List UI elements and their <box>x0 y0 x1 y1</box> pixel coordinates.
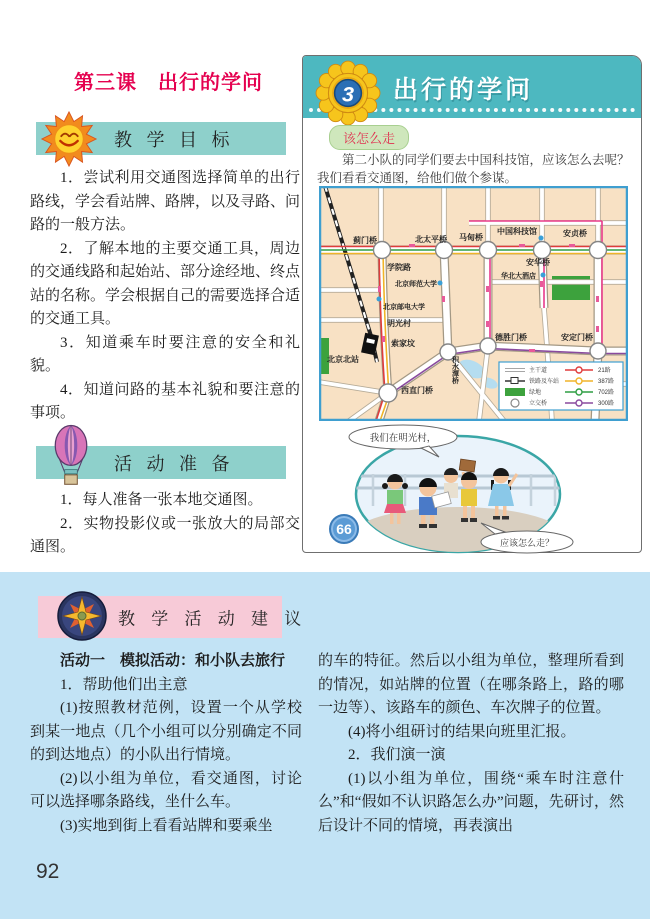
book-page-number: 92 <box>36 860 60 883</box>
suggestion-paragraph: (3)实地到街上看看站牌和要乘坐 <box>60 817 273 834</box>
preparation-item: 2．实物投影仪或一张放大的局部交通图。 <box>30 515 300 555</box>
preparation-list <box>30 489 300 560</box>
sun-icon <box>40 110 98 168</box>
legend-label: 铁路及车站 <box>529 379 560 385</box>
suggestion-paragraph: 2．我们演一演 <box>348 747 446 763</box>
objective-item: 3．知道乘车时要注意的安全和礼貌。 <box>30 334 300 374</box>
map-label: 北京师范大学 <box>395 281 437 288</box>
preparation-banner-label: 活 动 准 备 <box>114 453 235 474</box>
compass-icon <box>56 590 108 642</box>
map-label: 安贞桥 <box>563 229 587 238</box>
map-label: 德胜门桥 <box>495 333 527 342</box>
intro-line: 我们看看交通图，给他们做个参谋。 <box>317 171 518 185</box>
map-label: 中国科技馆 <box>497 227 537 236</box>
suggestions-left-column <box>30 650 302 838</box>
legend-route-label: 21路 <box>598 368 611 374</box>
map-label: 学院路 <box>387 263 411 272</box>
activity-suggestions-banner-label: 教 学 活 动 建 议 <box>118 609 308 629</box>
card-intro-text <box>317 151 631 187</box>
legend-label: 主干道 <box>529 368 548 374</box>
objective-item: 4．知道问路的基本礼貌和要注意的事项。 <box>30 381 300 421</box>
map-label: 北京北站 <box>327 355 359 364</box>
objective-item: 2．了解本地的主要交通工具，周边的交通线路和起始站、部分途经地、终点站的名称。学会根据自己的需要选择合适的交通工具。 <box>30 240 301 327</box>
activity-heading: 活动一 模拟活动：和小队去旅行 <box>60 653 286 669</box>
speech-bubble-left-text: 我们在明光村， <box>369 433 437 444</box>
map-label: 安华桥 <box>526 258 550 267</box>
activity-suggestions-banner <box>38 596 308 638</box>
hot-air-balloon-icon <box>50 424 92 490</box>
preparation-banner <box>36 446 286 479</box>
map-label: 北京邮电大学 <box>383 304 425 311</box>
map-label: 蓟门桥 <box>353 236 377 245</box>
suggestion-paragraph: (2)以小组为单位，看交通图，讨论可以选择哪条路线，坐什么车。 <box>30 770 302 810</box>
objectives-list <box>30 167 300 426</box>
lesson-number: 3 <box>341 81 355 107</box>
speech-bubble-right-text: 应该怎么走？ <box>499 538 555 548</box>
legend-label: 立交桥 <box>529 401 548 407</box>
legend-route-label: 702路 <box>598 390 615 396</box>
objectives-banner <box>36 122 286 155</box>
teaching-suggestions-section <box>0 572 650 919</box>
legend-route-label: 300路 <box>598 401 615 407</box>
suggestion-paragraph: (1)以小组为单位，围绕“乘车时注意什么”和“假如不认识路怎么办”问题，先研讨，然后设计不同的情境，再表演出 <box>318 770 624 834</box>
preparation-item: 1．每人准备一张本地交通图。 <box>60 492 263 508</box>
suggestion-paragraph: (4)将小组研讨的结果向班里汇报。 <box>348 723 576 740</box>
sunflower-lesson-badge-icon <box>315 60 381 126</box>
map-label: 安定门桥 <box>561 333 593 342</box>
suggestions-right-column <box>318 650 624 838</box>
map-label: 华北大酒店 <box>501 273 536 280</box>
suggestion-paragraph: (1)按照教材范例，设置一个从学校到某一地点（几个小组可以分别确定不同的到达地点）的小队出行情境。 <box>30 700 302 763</box>
traffic-map-svg <box>319 186 628 421</box>
section-tag-pill: 该怎么走 <box>329 125 409 150</box>
suggestion-paragraph: 的车的特征。然后以小组为单位，整理所看到的情况，如站牌的位置（在哪条路上，路的哪一边等）、该路车的颜色、车次牌子的位置。 <box>318 653 624 716</box>
map-label: 索家坟 <box>391 339 415 348</box>
map-label: 北太平桥 <box>415 235 447 244</box>
lesson-title: 第三课 出行的学问 <box>74 72 263 94</box>
traffic-map <box>319 186 628 426</box>
map-label: 马甸桥 <box>459 233 483 242</box>
textbook-page-card <box>302 55 642 553</box>
objectives-banner-label: 教 学 目 标 <box>114 129 235 150</box>
map-label: 积水潭桥 <box>451 356 459 384</box>
legend-label: 绿地 <box>529 390 542 396</box>
map-legend <box>499 362 623 410</box>
suggestion-paragraph: 1．帮助他们出主意 <box>60 676 188 693</box>
map-label: 西直门桥 <box>401 386 433 395</box>
card-title: 出行的学问 <box>393 76 534 104</box>
intro-line: 第二小队的同学们要去中国科技馆，应该怎么去呢？ <box>342 153 630 167</box>
map-label: 明光村 <box>387 319 411 328</box>
objective-item: 1．尝试利用交通图选择简单的出行路线，学会看站牌、路牌，以及寻路、问路的一般方法。 <box>30 170 301 233</box>
textbook-page-number-badge: 66 <box>329 514 359 544</box>
cartoon-illustration <box>333 424 593 561</box>
cartoon-svg <box>333 424 593 556</box>
legend-route-label: 387路 <box>598 379 615 385</box>
